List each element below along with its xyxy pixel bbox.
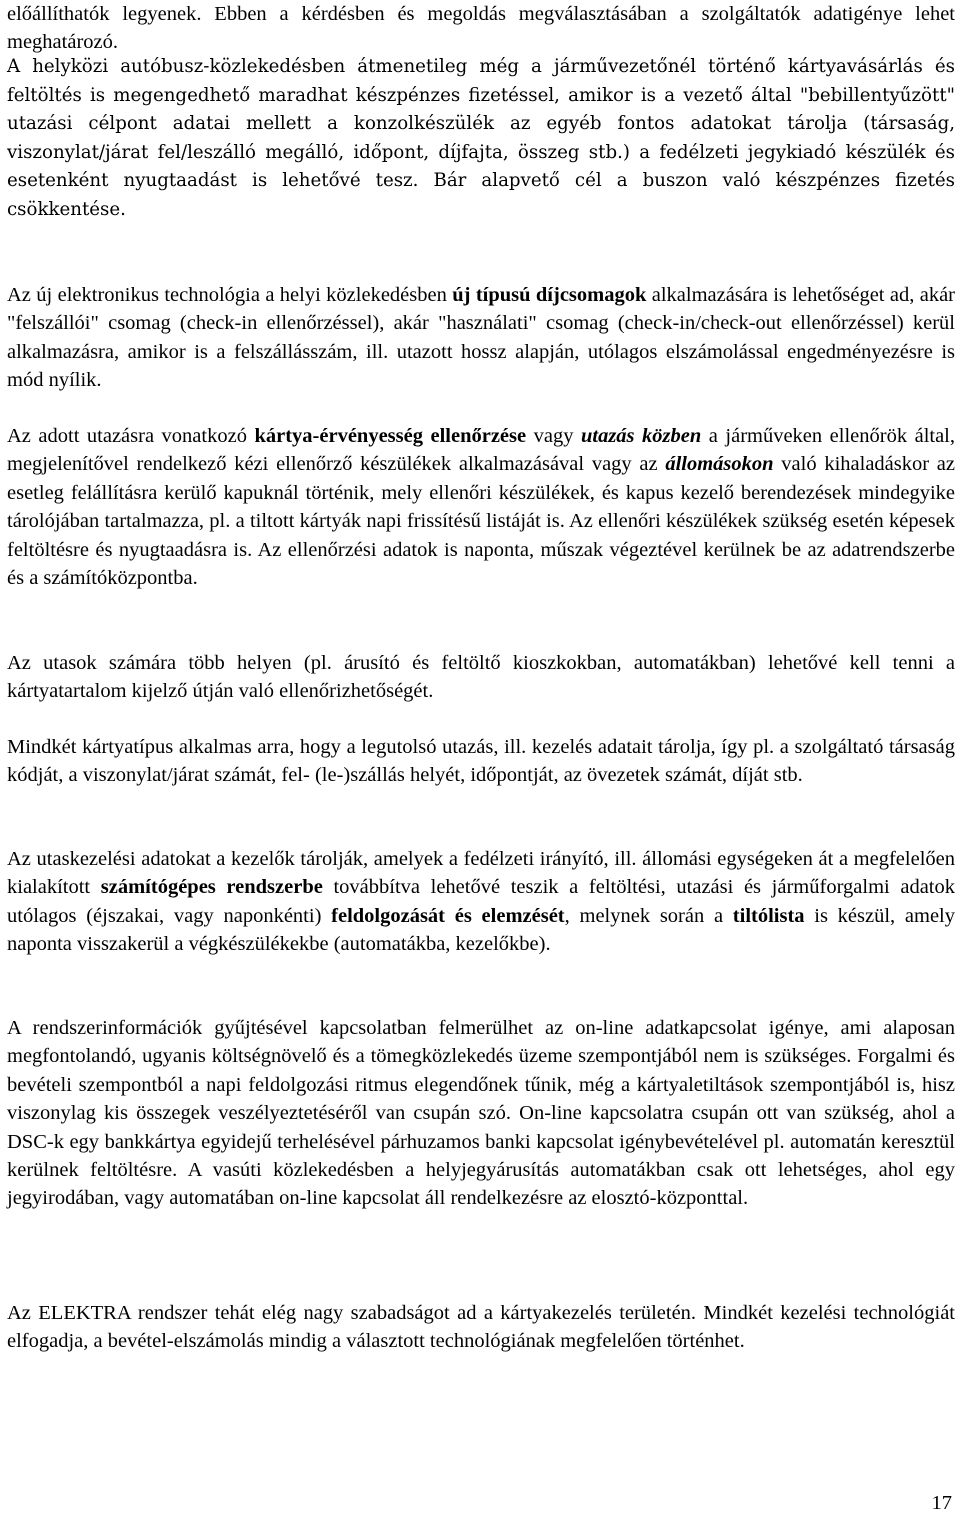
text-run: való kihaladáskor az esetleg felállításra kerülő kapuknál történik, mely ellenőri készülékek, és kapus kezelő berendezések mindegyike tárolójában tartalmazza, pl. a tiltott kártyák napi frissítésű listáját is. Az ellenőri készülékek szükség esetén képesek feltöltésre és nyugtaadásra is. Az ellenőrzési adatok is naponta, műszak végeztével kerülnek be az adatrendszerbe és a számítóközpontba. — [7, 453, 955, 590]
paragraph-intercity-bus — [7, 53, 955, 225]
text-run: Mindkét kártyatípus alkalmas arra, hogy a legutolsó utazás, ill. kezelés adatait tárolja, így pl. a szolgáltató társaság kódját, a viszonylat/járat számát, fel- (le-)szállás helyét, időpontját, az övezetek számát, díját stb. — [7, 736, 955, 787]
paragraph-elektra-summary — [7, 1299, 955, 1356]
emphasized-text: új típusú díjcsomagok — [452, 284, 647, 306]
paragraph-card-storage — [7, 733, 955, 790]
emphasized-text: állomásokon — [665, 453, 774, 476]
text-run: Az utasok számára több helyen (pl. árusító és feltöltő kioszkokban, automatákban) lehetővé kell tenni a kártyatartalom kijelző útján való ellenőrizhetőségét. — [7, 652, 955, 703]
paragraph-new-fare-packages — [7, 281, 955, 395]
text-run: Az ELEKTRA rendszer tehát elég nagy szabadságot ad a kártyakezelés területén. Mindkét kezelési technológiát elfogadja, a bevétel-elszámolás mindig a választott technológiának megfelelően történhet. — [7, 1302, 955, 1353]
text-run: , melynek során a — [564, 904, 733, 927]
emphasized-text: kártya-érvényesség ellenőrzése — [254, 425, 527, 447]
text-run: is készül, amely naponta visszakerül a végkészülékekbe (automatákba, kezelőkbe). — [7, 904, 956, 956]
text-run: alkalmazására is lehetőséget ad, akár "felszállói" csomag (check-in ellenőrzéssel), akár "használati" csomag (check-in/check-out ellenőrzéssel) kerül alkalmazásra, amikor is a felszállásszám, ill. utazott hossz alapján, utólagos elszámolással engedményezésre is mód nyílik. — [7, 284, 955, 392]
paragraph-data-processing — [7, 845, 955, 959]
text-run: A rendszerinformációk gyűjtésével kapcsolatban felmerülhet az on-line adatkapcsolat igénye, ami alaposan megfontolandó, ugyanis költségnövelő és a tömegközlekedés üzeme szempontjából nem is szükséges. Forgalmi és bevételi szempontból a napi feldolgozási ritmus elegendőnek tűnik, még a kártyaletiltások szempontjából is, hisz viszonylag kis összegek veszélyeztetéséről van csupán szó. On-line kapcsolatra csupán ott van szükség, ahol a DSC-k egy bankkártya egyidejű terhelésével párhuzamos banki kapcsolat igénybevételével pl. automatán keresztül kerülnek feltöltésre. A vasúti közlekedésben a helyjegyárusítás automatákban csak ott lehetséges, ahol egy jegyirodában, vagy automatában on-line kapcsolat áll rendelkezésre az elosztó-központtal. — [7, 1017, 955, 1210]
page-number: 17 — [931, 1492, 952, 1514]
emphasized-text: utazás közben — [580, 425, 702, 447]
emphasized-text: feldolgozását és elemzését — [331, 904, 565, 927]
text-run: előállíthatók legyenek. Ebben a kérdésben és megoldás megválasztásában a szolgáltatók adatigénye lehet meghatározó. — [7, 3, 955, 54]
paragraph-passenger-check — [7, 649, 955, 706]
text-run: vagy — [526, 425, 581, 447]
paragraph-online-connection — [7, 1014, 955, 1213]
text-run: továbbítva lehetővé teszik a feltöltési, utazási és járműforgalmi adatok utólagos (éjszakai, vagy naponkénti) — [7, 876, 955, 927]
text-run: Az adott utazásra vonatkozó — [7, 425, 255, 447]
emphasized-text: tiltólista — [732, 904, 805, 927]
text-run: A helyközi autóbusz-közlekedésben átmenetileg még a járművezetőnél történő kártyavásárlás és feltöltés is megengedhető maradhat készpénzes fizetéssel, amikor is a vezető által "bebillentyűzött" utazási célpont adatai mellett a konzolkészülék az egyéb fontos adatokat tárolja (társaság, viszonylat/járat fel/leszálló megálló, időpont, díjfajta, összeg stb.) a fedélzeti jegykiadó készülék és esetenként nyugtaadást is lehetővé tesz. Bár alapvető cél a buszon való készpénzes fizetés csökkentése. — [7, 56, 955, 220]
text-run: Az utaskezelési adatokat a kezelők tárolják, amelyek a fedélzeti irányító, ill. állomási egységeken át a megfelelően kialakított — [7, 848, 955, 899]
text-run: a járműveken ellenőrök által, megjelenítővel rendelkező kézi ellenőrző készülékek alkalmazásával vagy az — [7, 425, 956, 476]
paragraph-card-validation — [7, 422, 955, 592]
text-run: Az új elektronikus technológia a helyi közlekedésben — [7, 284, 453, 306]
paragraph-continuation — [7, 0, 955, 57]
emphasized-text: számítógépes rendszerbe — [100, 876, 323, 899]
